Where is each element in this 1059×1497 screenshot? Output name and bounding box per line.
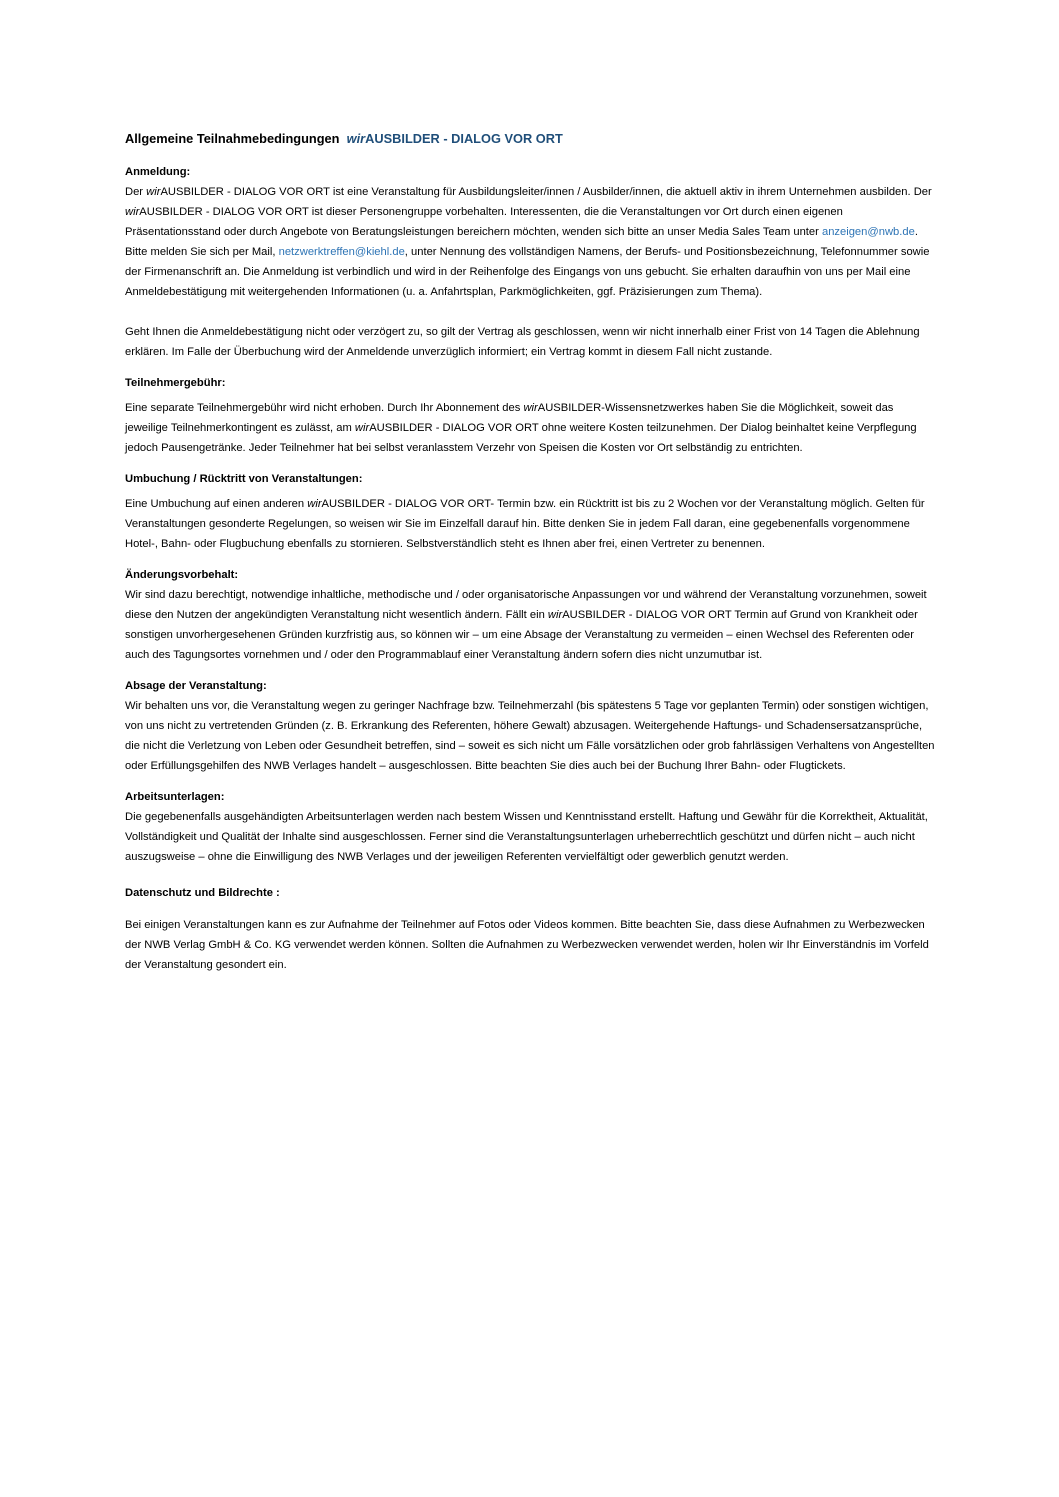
paragraph bbox=[125, 494, 937, 554]
text: Wir sind dazu berechtigt, notwendige inhaltliche, methodische und / oder organisatorische Anpassungen vor und während der Veranstaltung vorzunehmen, soweit diese den Nutzen der angekündigten Veranstaltung nicht wesentlich ändern. Fällt ein bbox=[125, 589, 927, 621]
section-heading: Absage der Veranstaltung: bbox=[125, 680, 267, 692]
email-link-anzeigen[interactable]: anzeigen@nwb.de bbox=[821, 226, 915, 238]
section-anmeldung bbox=[125, 162, 937, 362]
title-brand-italic: wir bbox=[346, 131, 366, 146]
brand-italic: wir bbox=[307, 498, 322, 510]
title-brand-rest: AUSBILDER - DIALOG VOR ORT bbox=[365, 131, 563, 146]
section-gebuehr bbox=[125, 373, 937, 458]
paragraph: Geht Ihnen die Anmeldebestätigung nicht oder verzögert zu, so gilt der Vertrag als geschlossen, wenn wir nicht innerhalb einer Frist von 14 Tagen die Ablehnung erklären. Im Falle der Überbuchung wird der Anmeldende unverzüglich informiert; ein Vertrag kommt in diesem Fall nicht zustande. bbox=[125, 326, 920, 358]
section-heading: Arbeitsunterlagen: bbox=[125, 791, 225, 803]
title-brand bbox=[347, 131, 563, 146]
text: AUSBILDER - DIALOG VOR ORT Termin auf Grund von Krankheit oder sonstigen unvorhergesehenen Gründen kurzfristig aus, so können wir – um eine Absage der Veranstaltung zu vermeiden – einen Wechsel des Referenten oder auch des Tagungsortes vornehmen und / oder den Programmablauf einer Veranstaltung ändern sofern dies nicht unzumutbar ist. bbox=[125, 609, 918, 661]
brand-italic: wir bbox=[523, 402, 538, 414]
text: AUSBILDER - DIALOG VOR ORT ist dieser Personengruppe vorbehalten. Interessenten, die die Veranstaltungen vor Ort durch einen eigenen Präsentationsstand oder durch Angebote von Beratungsleistungen bereichern möchten, wenden sich bitte an unser Media Sales Team unter bbox=[125, 206, 843, 238]
text: AUSBILDER-Wissensnetzwerkes haben Sie die Möglichkeit, soweit das jeweilige Teilnehmerkontingent es zulässt, am bbox=[125, 402, 894, 434]
brand-italic: wir bbox=[125, 206, 140, 218]
document-page bbox=[125, 128, 937, 986]
text: Eine Umbuchung auf einen anderen bbox=[125, 498, 308, 510]
section-heading: Teilnehmergebühr: bbox=[125, 377, 226, 389]
text: Der bbox=[125, 186, 147, 198]
title-main: Allgemeine Teilnahmebedingungen bbox=[125, 131, 340, 146]
document-title bbox=[125, 128, 937, 150]
section-umbuchung bbox=[125, 469, 937, 554]
paragraph bbox=[125, 242, 937, 302]
paragraph bbox=[125, 585, 937, 665]
email-link-netzwerktreffen[interactable]: netzwerktreffen@kiehl.de bbox=[278, 246, 405, 258]
text: , unter Nennung des vollständigen Namens, der Berufs- und Positionsbezeichnung, Telefonnummer sowie der Firmenanschrift an. Die Anmeldung ist verbindlich und wird in der Reihenfolge des Eingangs von uns gebucht. Sie erhalten daraufhin von uns per Mail eine Anmeldebestätigung mit weitergehenden Informationen (u. a. Anfahrtsplan, Parkmöglichkeiten, ggf. Präzisierungen zum Thema). bbox=[125, 246, 930, 298]
text: Eine separate Teilnehmergebühr wird nicht erhoben. Durch Ihr Abonnement des bbox=[125, 402, 524, 414]
brand-italic: wir bbox=[146, 186, 161, 198]
brand-italic: wir bbox=[547, 609, 563, 621]
section-absage bbox=[125, 676, 937, 776]
section-heading: Anmeldung: bbox=[125, 166, 191, 178]
section-datenschutz bbox=[125, 883, 937, 975]
paragraph: Bei einigen Veranstaltungen kann es zur Aufnahme der Teilnehmer auf Fotos oder Videos kommen. Bitte beachten Sie, dass diese Aufnahmen zu Werbezwecken der NWB Verlag GmbH & Co. KG verwendet werden können. Sollten die Aufnahmen zu Werbezwecken verwendet werden, holen wir Ihr Einverständnis im Vorfeld der Veranstaltung gesondert ein. bbox=[125, 919, 929, 971]
brand-italic: wir bbox=[354, 422, 370, 434]
text: AUSBILDER - DIALOG VOR ORT- Termin bzw. ein Rücktritt ist bis zu 2 Wochen vor der Veranstaltung möglich. Gelten für Veranstaltungen gesonderte Regelungen, so weisen wir Sie im Einzelfall darauf hin. Bitte denken Sie in jedem Fall daran, eine gegebenenfalls vorgenommene Hotel-, Bahn- oder Flugbuchung ebenfalls zu stornieren. Selbstverständlich steht es Ihnen aber frei, einen Vertreter zu benennen. bbox=[125, 498, 925, 550]
section-heading: Datenschutz und Bildrechte : bbox=[125, 887, 280, 899]
paragraph: Die gegebenenfalls ausgehändigten Arbeitsunterlagen werden nach bestem Wissen und Kenntnisstand erstellt. Haftung und Gewähr für die Korrektheit, Aktualität, Vollständigkeit und Qualität der Inhalte sind ausgeschlossen. Ferner sind die Veranstaltungsunterlagen urheberrechtlich geschützt und dürfen nicht – auch nicht auszugsweise – ohne die Einwilligung des NWB Verlages und der jeweiligen Referenten vervielfältigt oder gewerblich genutzt werden. bbox=[125, 811, 928, 863]
section-heading: Umbuchung / Rücktritt von Veranstaltungen: bbox=[125, 473, 363, 485]
text: AUSBILDER - DIALOG VOR ORT ist eine Veranstaltung für Ausbildungsleiter/innen / Ausbilder/innen, die aktuell aktiv in ihrem Unternehmen ausbilden. Der bbox=[160, 186, 932, 198]
paragraph bbox=[125, 398, 937, 458]
section-unterlagen bbox=[125, 787, 937, 867]
text: Bitte melden Sie sich per Mail, bbox=[125, 246, 279, 258]
paragraph bbox=[125, 182, 937, 242]
text: AUSBILDER - DIALOG VOR ORT ohne weitere Kosten teilzunehmen. Der Dialog beinhaltet keine Verpflegung jedoch Pausengetränke. Jeder Teilnehmer hat bei selbst veranlasstem Verzehr von Speisen die Kosten vor Ort selbständig zu entrichten. bbox=[125, 422, 917, 454]
paragraph: Wir behalten uns vor, die Veranstaltung wegen zu geringer Nachfrage bzw. Teilnehmerzahl (bis spätestens 5 Tage vor geplanten Termin) oder sonstigen wichtigen, von uns nicht zu vertretenden Gründen (z. B. Erkrankung des Referenten, höhere Gewalt) abzusagen. Weitergehende Haftungs- und Schadensersatzansprüche, die nicht die Verletzung von Leben oder Gesundheit betreffen, sind – soweit es sich nicht um Fälle vorsätzlichen oder grob fahrlässigen Verhaltens von Angestellten oder Erfüllungsgehilfen des NWB Verlages handelt – ausgeschlossen. Bitte beachten Sie dies auch bei der Buchung Ihrer Bahn- oder Flugtickets. bbox=[125, 700, 935, 772]
section-aenderung bbox=[125, 565, 937, 665]
text: . bbox=[914, 226, 918, 238]
section-heading: Änderungsvorbehalt: bbox=[125, 569, 239, 581]
